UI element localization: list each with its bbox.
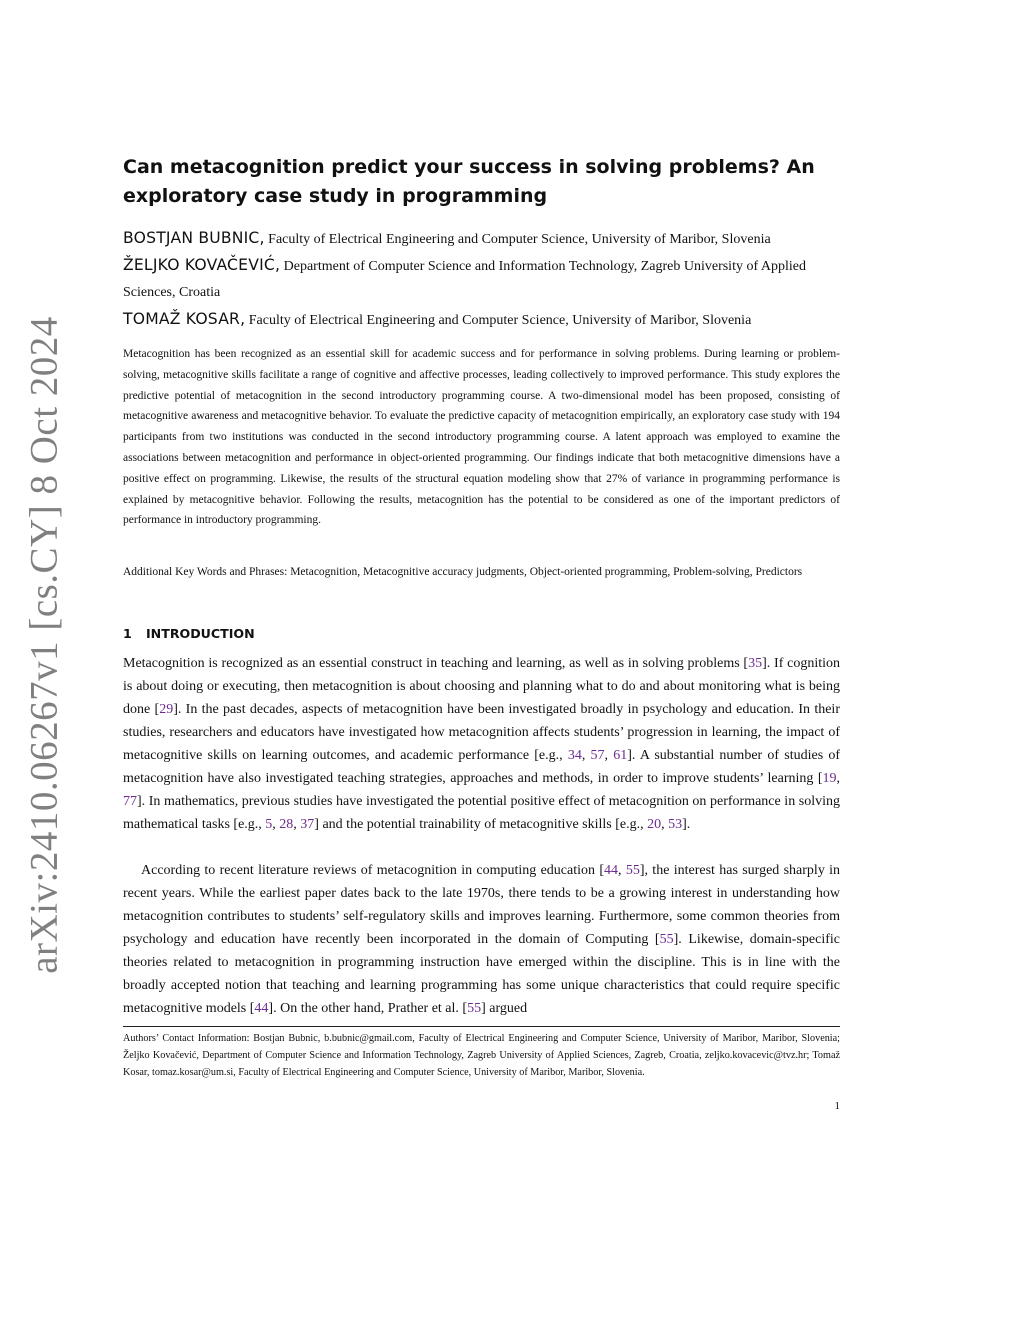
paragraph-text: Metacognition is recognized as an essential construct in teaching and learning, as well as in solving problems [ xyxy=(123,656,749,671)
citation-separator: , xyxy=(293,817,301,832)
paper-title: Can metacognition predict your success in solving problems? An exploratory case study in programming xyxy=(123,156,815,207)
paragraph-text: ]. A substantial number of studies of metacognition have also investigated teaching strategies, approaches and methods, in order to improve students’ learning [ xyxy=(123,748,840,786)
paragraph-text: ]. If cognition is about doing or executing, then metacognition is about choosing and planning what to do and about monitoring what is being done [ xyxy=(123,656,841,717)
citation-link[interactable]: 19 xyxy=(822,771,837,786)
page-number: 1 xyxy=(834,1100,840,1112)
citation-link[interactable]: 37 xyxy=(300,817,315,832)
author-contact-footnote: Authors’ Contact Information: Bostjan Bubnic, b.bubnic@gmail.com, Faculty of Electrical Engineering and Computer Science, University of Maribor, Maribor, Slovenia; Željko Kovačević, Department of Computer Science and Information Technology, Zagreb University of Applied Sciences, Zagreb, Croatia, zeljko.kovacevic@tvz.hr; Tomaž Kosar, tomaz.kosar@um.si, Faculty of Electrical Engineering and Computer Science, University of Maribor, Maribor, Slovenia. xyxy=(123,1033,840,1079)
citation-link[interactable]: 61 xyxy=(613,748,628,763)
citation-separator: , xyxy=(836,771,840,786)
author-affiliation: Faculty of Electrical Engineering and Computer Science, University of Maribor, Slovenia xyxy=(248,313,752,328)
citation-link[interactable]: 53 xyxy=(668,817,683,832)
citation-link[interactable]: 55 xyxy=(659,932,674,947)
arxiv-identifier: arXiv:2410.06267v1 [cs.CY] 8 Oct 2024 xyxy=(22,316,66,974)
paragraph-text: ]. In mathematics, previous studies have investigated the potential positive effect of metacognition on performance in solving mathematical tasks [e.g., xyxy=(123,794,840,832)
section-heading xyxy=(123,626,255,641)
citation-separator: , xyxy=(618,863,626,878)
body-paragraph xyxy=(123,652,840,836)
author-name: BOSTJAN BUBNIC, xyxy=(123,229,265,247)
abstract: Metacognition has been recognized as an essential skill for academic success and for performance in solving problems. During learning or problem-solving, metacognitive skills facilitate a range of cognitive and affective processes, leading collectively to improved performance. This study explores the predictive potential of metacognition in the second introductory programming course. A two-dimensional model has been proposed, consisting of metacognitive awareness and metacognitive behavior. To evaluate the predictive capacity of metacognition empirically, an exploratory case study with 194 participants from two institutions was conducted in the second introductory programming course. A latent approach was employed to examine the associations between metacognition and performance in object-oriented programming. Our findings indicate that both metacognitive dimensions have a positive effect on programming. Likewise, the results of the structural equation modeling show that 27% of variance in programming performance is explained by metacognitive behavior. Following the results, metacognition has the potential to be considered as one of the important predictors of performance in introductory programming. xyxy=(123,348,840,527)
citation-link[interactable]: 20 xyxy=(647,817,662,832)
paragraph-text: ]. xyxy=(682,817,691,832)
section-number: 1 xyxy=(123,626,132,641)
citation-link[interactable]: 5 xyxy=(265,817,273,832)
citation-link[interactable]: 55 xyxy=(467,1001,482,1016)
paragraph-text: ], the interest has surged sharply in recent years. While the earliest paper dates back to the late 1970s, there tends to be a growing interest in understanding how metacognition contributes to students’ self-regulatory skills and improves learning. Furthermore, some common theories from psychology and education have recently been incorporated in the domain of Computing [ xyxy=(123,863,841,947)
citation-link[interactable]: 29 xyxy=(159,702,174,717)
paragraph-text: ] and the potential trainability of metacognitive skills [e.g., xyxy=(314,817,648,832)
citation-link[interactable]: 34 xyxy=(567,748,582,763)
citation-separator: , xyxy=(272,817,280,832)
keywords: Additional Key Words and Phrases: Metacognition, Metacognitive accuracy judgments, Object-oriented programming, Problem-solving, Predictors xyxy=(123,566,803,578)
author-entry xyxy=(123,225,840,253)
citation-separator: , xyxy=(604,748,614,763)
citation-link[interactable]: 28 xyxy=(279,817,294,832)
author-entry xyxy=(123,252,840,280)
paragraph-text: According to recent literature reviews of metacognition in computing education [ xyxy=(141,863,604,878)
paragraph-text: ] argued xyxy=(481,1001,528,1016)
footnote-divider xyxy=(123,1026,840,1027)
citation-link[interactable]: 44 xyxy=(604,863,618,878)
citation-link[interactable]: 44 xyxy=(254,1001,269,1016)
author-entry xyxy=(123,306,840,334)
citation-link[interactable]: 55 xyxy=(625,863,640,878)
body-paragraph xyxy=(123,859,840,1020)
citation-link[interactable]: 77 xyxy=(123,794,137,809)
citation-separator: , xyxy=(661,817,669,832)
paragraph-text: ]. In the past decades, aspects of metacognition have been investigated broadly in psychology and education. In their studies, researchers and educators have investigated how metacognition affects students’ progression in learning, the impact of metacognitive skills on learning outcomes, and academic performance [e.g., xyxy=(123,702,840,763)
author-name: ŽELJKO KOVAČEVIĆ, xyxy=(123,256,281,274)
citation-separator: , xyxy=(581,748,591,763)
author-affiliation: Department of Computer Science and Information Technology, Zagreb University of Applied xyxy=(283,259,806,274)
citation-link[interactable]: 57 xyxy=(590,748,605,763)
paragraph-text: ]. Likewise, domain-specific theories related to metacognition in programming instruction have emerged within the discipline. This is in line with the broadly accepted notion that teaching and learning programming has some unique characteristics that could require specific metacognitive models [ xyxy=(123,932,840,1016)
paragraph-text: ]. On the other hand, Prather et al. [ xyxy=(268,1001,468,1016)
section-title: INTRODUCTION xyxy=(146,626,255,641)
author-affiliation: Faculty of Electrical Engineering and Computer Science, University of Maribor, Slovenia xyxy=(268,232,771,247)
author-name: TOMAŽ KOSAR, xyxy=(123,310,246,328)
author-affiliation-continued: Sciences, Croatia xyxy=(123,285,221,300)
citation-link[interactable]: 35 xyxy=(748,656,763,671)
